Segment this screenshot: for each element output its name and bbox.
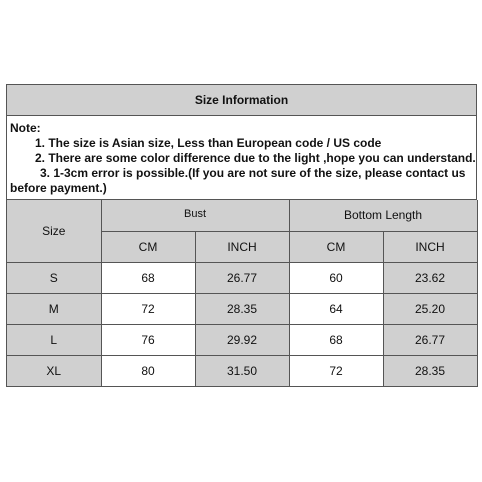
- bust-inch-cell: 31.50: [195, 355, 289, 386]
- bottom-length-header: Bottom Length: [289, 200, 477, 231]
- sheet-title: Size Information: [7, 85, 477, 116]
- bust-inch-header: INCH: [195, 231, 289, 262]
- size-cell: S: [7, 262, 101, 293]
- size-cell: XL: [7, 355, 101, 386]
- size-cell: M: [7, 293, 101, 324]
- bottom-inch-cell: 26.77: [383, 324, 477, 355]
- bottom-cm-header: CM: [289, 231, 383, 262]
- bottom-inch-cell: 25.20: [383, 293, 477, 324]
- note-line-1: 1. The size is Asian size, Less than European code / US code: [35, 136, 382, 150]
- bottom-cm-cell: 68: [289, 324, 383, 355]
- bust-header: Bust: [101, 200, 289, 231]
- note-line-2: 2. There are some color difference due to the light ,hope you can understand.: [35, 151, 476, 165]
- bottom-inch-cell: 28.35: [383, 355, 477, 386]
- bottom-cm-cell: 60: [289, 262, 383, 293]
- bust-cm-cell: 80: [101, 355, 195, 386]
- bust-cm-cell: 72: [101, 293, 195, 324]
- note-label: Note:: [10, 121, 41, 135]
- size-header: Size: [7, 200, 101, 262]
- bust-inch-cell: 26.77: [195, 262, 289, 293]
- bust-cm-cell: 68: [101, 262, 195, 293]
- bust-inch-cell: 28.35: [195, 293, 289, 324]
- bust-cm-header: CM: [101, 231, 195, 262]
- bottom-cm-cell: 64: [289, 293, 383, 324]
- bottom-cm-cell: 72: [289, 355, 383, 386]
- table-row: [7, 262, 477, 293]
- bottom-inch-header: INCH: [383, 231, 477, 262]
- table-row: [7, 355, 477, 386]
- table-row: [7, 293, 477, 324]
- note-line-3-cont: before payment.): [10, 181, 107, 195]
- table-row: [7, 324, 477, 355]
- size-information-sheet: [6, 84, 477, 387]
- bust-inch-cell: 29.92: [195, 324, 289, 355]
- note-block: [7, 116, 477, 200]
- size-cell: L: [7, 324, 101, 355]
- bottom-inch-cell: 23.62: [383, 262, 477, 293]
- header-row-1: [7, 200, 477, 231]
- bust-cm-cell: 76: [101, 324, 195, 355]
- size-table: [7, 200, 478, 387]
- note-line-3: 3. 1-3cm error is possible.(If you are not sure of the size, please contact us: [40, 166, 466, 180]
